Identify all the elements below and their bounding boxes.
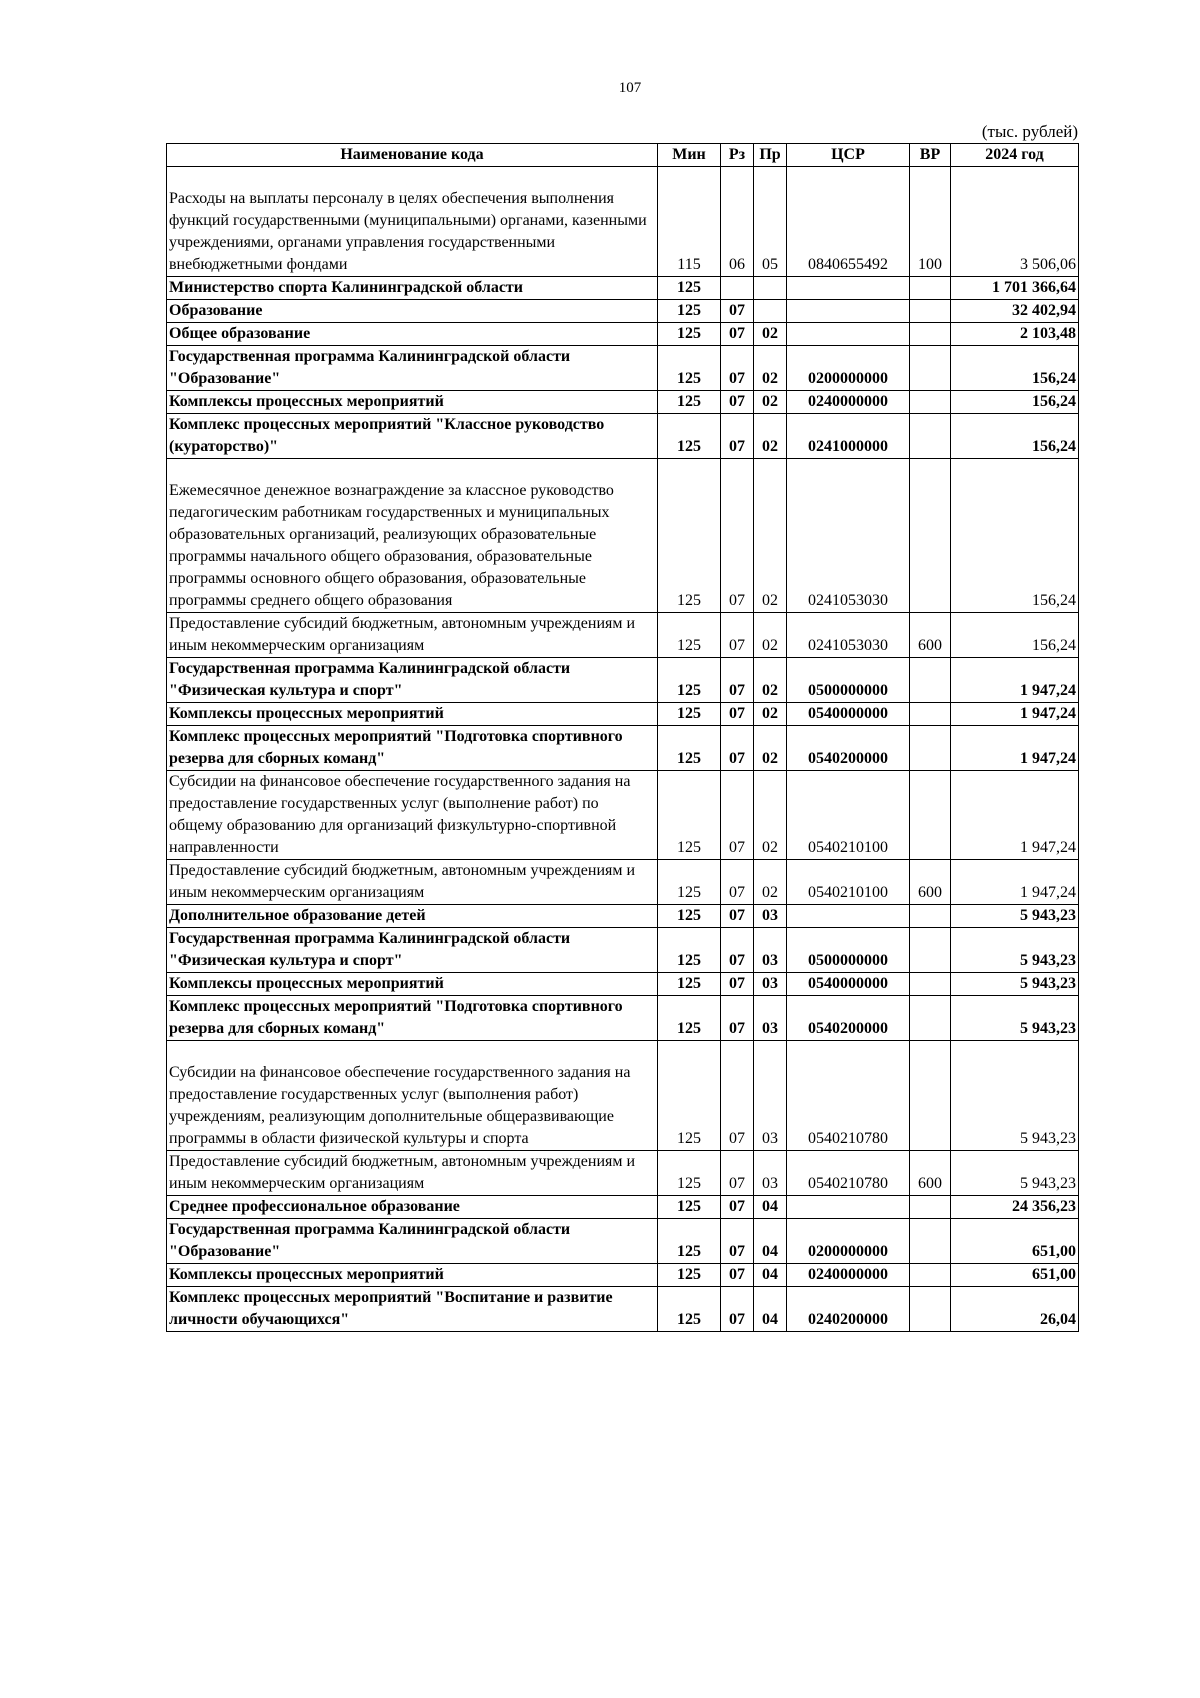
table-row <box>167 167 1079 277</box>
table-row <box>167 391 1079 414</box>
header-amount: 2024 год <box>951 144 1079 167</box>
cell-pr: 02 <box>754 726 787 771</box>
cell-rz: 07 <box>721 973 754 996</box>
cell-rz: 07 <box>721 300 754 323</box>
cell-pr: 03 <box>754 1151 787 1196</box>
cell-csr: 0240000000 <box>787 1264 910 1287</box>
cell-rz: 07 <box>721 323 754 346</box>
cell-amount: 1 947,24 <box>951 860 1079 905</box>
cell-pr: 02 <box>754 459 787 613</box>
cell-pr: 02 <box>754 860 787 905</box>
cell-amount: 156,24 <box>951 346 1079 391</box>
cell-name: Комплекс процессных мероприятий "Подготовка спортивного резерва для сборных команд" <box>167 996 658 1041</box>
cell-csr: 0540000000 <box>787 973 910 996</box>
cell-rz: 07 <box>721 928 754 973</box>
cell-vr <box>910 323 951 346</box>
cell-amount: 1 701 366,64 <box>951 277 1079 300</box>
table-row <box>167 346 1079 391</box>
header-csr: ЦСР <box>787 144 910 167</box>
cell-rz: 07 <box>721 613 754 658</box>
cell-amount: 156,24 <box>951 414 1079 459</box>
cell-name: Среднее профессиональное образование <box>167 1196 658 1219</box>
cell-csr <box>787 323 910 346</box>
cell-amount: 156,24 <box>951 391 1079 414</box>
cell-csr: 0540200000 <box>787 726 910 771</box>
cell-pr: 02 <box>754 391 787 414</box>
cell-name: Комплексы процессных мероприятий <box>167 973 658 996</box>
cell-min: 125 <box>658 1287 721 1332</box>
cell-pr: 03 <box>754 996 787 1041</box>
cell-vr: 100 <box>910 167 951 277</box>
cell-pr: 04 <box>754 1219 787 1264</box>
page-number: 107 <box>618 80 642 96</box>
cell-vr <box>910 1196 951 1219</box>
table-row <box>167 613 1079 658</box>
cell-amount: 3 506,06 <box>951 167 1079 277</box>
cell-vr <box>910 1041 951 1151</box>
cell-rz: 07 <box>721 1041 754 1151</box>
cell-csr: 0200000000 <box>787 1219 910 1264</box>
cell-pr: 03 <box>754 905 787 928</box>
cell-vr <box>910 346 951 391</box>
cell-min: 125 <box>658 300 721 323</box>
cell-vr <box>910 973 951 996</box>
cell-vr <box>910 771 951 860</box>
cell-amount: 26,04 <box>951 1287 1079 1332</box>
cell-rz: 07 <box>721 1287 754 1332</box>
cell-name: Комплексы процессных мероприятий <box>167 391 658 414</box>
cell-amount: 651,00 <box>951 1264 1079 1287</box>
table-row <box>167 973 1079 996</box>
cell-vr <box>910 726 951 771</box>
units-label: (тыс. рублей) <box>981 122 1078 141</box>
cell-amount: 2 103,48 <box>951 323 1079 346</box>
table-row <box>167 323 1079 346</box>
cell-amount: 156,24 <box>951 613 1079 658</box>
cell-min: 115 <box>658 167 721 277</box>
cell-pr <box>754 300 787 323</box>
cell-amount: 32 402,94 <box>951 300 1079 323</box>
table-row <box>167 905 1079 928</box>
cell-vr <box>910 414 951 459</box>
cell-vr <box>910 905 951 928</box>
table-row <box>167 1287 1079 1332</box>
cell-amount: 156,24 <box>951 459 1079 613</box>
cell-csr: 0540210780 <box>787 1041 910 1151</box>
cell-vr <box>910 1264 951 1287</box>
cell-pr <box>754 277 787 300</box>
cell-pr: 04 <box>754 1264 787 1287</box>
header-vr: ВР <box>910 144 951 167</box>
cell-csr <box>787 1196 910 1219</box>
table-body <box>167 167 1079 1332</box>
cell-pr: 02 <box>754 346 787 391</box>
cell-vr <box>910 1219 951 1264</box>
cell-vr <box>910 277 951 300</box>
cell-rz: 07 <box>721 905 754 928</box>
cell-vr <box>910 1287 951 1332</box>
cell-vr <box>910 703 951 726</box>
cell-csr <box>787 277 910 300</box>
cell-name: Комплексы процессных мероприятий <box>167 1264 658 1287</box>
cell-name: Комплексы процессных мероприятий <box>167 703 658 726</box>
cell-amount: 1 947,24 <box>951 771 1079 860</box>
table-row <box>167 414 1079 459</box>
table-row <box>167 459 1079 613</box>
table-row <box>167 703 1079 726</box>
cell-rz: 07 <box>721 1151 754 1196</box>
cell-vr <box>910 928 951 973</box>
cell-csr: 0540210100 <box>787 771 910 860</box>
cell-csr <box>787 300 910 323</box>
cell-min: 125 <box>658 1041 721 1151</box>
cell-name: Образование <box>167 300 658 323</box>
cell-rz: 07 <box>721 996 754 1041</box>
cell-vr: 600 <box>910 1151 951 1196</box>
table-row <box>167 928 1079 973</box>
cell-rz: 07 <box>721 1196 754 1219</box>
cell-pr: 02 <box>754 771 787 860</box>
budget-table <box>166 143 1079 1332</box>
table-row <box>167 1041 1079 1151</box>
cell-rz: 07 <box>721 391 754 414</box>
cell-csr: 0540210780 <box>787 1151 910 1196</box>
cell-amount: 1 947,24 <box>951 703 1079 726</box>
header-rz: Рз <box>721 144 754 167</box>
cell-csr <box>787 905 910 928</box>
cell-vr <box>910 459 951 613</box>
cell-name: Комплекс процессных мероприятий "Подготовка спортивного резерва для сборных команд" <box>167 726 658 771</box>
cell-amount: 24 356,23 <box>951 1196 1079 1219</box>
cell-min: 125 <box>658 346 721 391</box>
cell-min: 125 <box>658 726 721 771</box>
cell-csr: 0540200000 <box>787 996 910 1041</box>
cell-name: Государственная программа Калининградской области "Образование" <box>167 346 658 391</box>
cell-vr: 600 <box>910 613 951 658</box>
cell-rz <box>721 277 754 300</box>
cell-vr: 600 <box>910 860 951 905</box>
cell-pr: 05 <box>754 167 787 277</box>
header-name: Наименование кода <box>167 144 658 167</box>
cell-name: Общее образование <box>167 323 658 346</box>
table-row <box>167 277 1079 300</box>
cell-csr: 0540000000 <box>787 703 910 726</box>
cell-min: 125 <box>658 1219 721 1264</box>
header-row <box>167 144 1079 167</box>
cell-pr: 02 <box>754 613 787 658</box>
cell-min: 125 <box>658 1196 721 1219</box>
cell-vr <box>910 391 951 414</box>
cell-min: 125 <box>658 459 721 613</box>
cell-amount: 5 943,23 <box>951 1041 1079 1151</box>
cell-pr: 03 <box>754 928 787 973</box>
cell-csr: 0241053030 <box>787 613 910 658</box>
cell-rz: 07 <box>721 658 754 703</box>
cell-min: 125 <box>658 1151 721 1196</box>
cell-vr <box>910 300 951 323</box>
cell-pr: 04 <box>754 1287 787 1332</box>
cell-name: Министерство спорта Калининградской области <box>167 277 658 300</box>
cell-min: 125 <box>658 928 721 973</box>
cell-rz: 07 <box>721 703 754 726</box>
cell-pr: 04 <box>754 1196 787 1219</box>
cell-pr: 02 <box>754 414 787 459</box>
table-row <box>167 996 1079 1041</box>
cell-pr: 02 <box>754 703 787 726</box>
header-min: Мин <box>658 144 721 167</box>
cell-csr: 0240200000 <box>787 1287 910 1332</box>
cell-vr <box>910 658 951 703</box>
cell-rz: 07 <box>721 771 754 860</box>
cell-pr: 03 <box>754 973 787 996</box>
cell-name: Государственная программа Калининградской области "Физическая культура и спорт" <box>167 658 658 703</box>
cell-min: 125 <box>658 996 721 1041</box>
table-row <box>167 658 1079 703</box>
cell-name: Расходы на выплаты персоналу в целях обеспечения выполнения функций государственными (муниципальными) органами, казенными учреждениями, органами управления государственными внебюджетными фондами <box>167 167 658 277</box>
cell-min: 125 <box>658 414 721 459</box>
cell-vr <box>910 996 951 1041</box>
cell-min: 125 <box>658 1264 721 1287</box>
table-row <box>167 1264 1079 1287</box>
cell-name: Дополнительное образование детей <box>167 905 658 928</box>
cell-pr: 02 <box>754 323 787 346</box>
cell-rz: 07 <box>721 726 754 771</box>
cell-rz: 07 <box>721 459 754 613</box>
cell-min: 125 <box>658 658 721 703</box>
cell-min: 125 <box>658 905 721 928</box>
cell-csr: 0840655492 <box>787 167 910 277</box>
table-row <box>167 1219 1079 1264</box>
cell-amount: 5 943,23 <box>951 928 1079 973</box>
cell-rz: 07 <box>721 860 754 905</box>
cell-rz: 07 <box>721 346 754 391</box>
cell-name: Государственная программа Калининградской области "Физическая культура и спорт" <box>167 928 658 973</box>
cell-name: Предоставление субсидий бюджетным, автономным учреждениям и иным некоммерческим организациям <box>167 613 658 658</box>
cell-rz: 07 <box>721 1219 754 1264</box>
header-pr: Пр <box>754 144 787 167</box>
cell-amount: 1 947,24 <box>951 658 1079 703</box>
cell-amount: 5 943,23 <box>951 1151 1079 1196</box>
cell-amount: 1 947,24 <box>951 726 1079 771</box>
cell-name: Субсидии на финансовое обеспечение государственного задания на предоставление государственных услуг (выполнение работ) по общему образованию для организаций физкультурно-спортивной направленности <box>167 771 658 860</box>
cell-csr: 0540210100 <box>787 860 910 905</box>
cell-csr: 0500000000 <box>787 928 910 973</box>
cell-amount: 5 943,23 <box>951 905 1079 928</box>
cell-min: 125 <box>658 771 721 860</box>
cell-min: 125 <box>658 973 721 996</box>
cell-min: 125 <box>658 323 721 346</box>
table-row <box>167 300 1079 323</box>
cell-min: 125 <box>658 277 721 300</box>
table-row <box>167 771 1079 860</box>
cell-min: 125 <box>658 391 721 414</box>
cell-name: Комплекс процессных мероприятий "Классное руководство (кураторство)" <box>167 414 658 459</box>
cell-name: Субсидии на финансовое обеспечение государственного задания на предоставление государственных услуг (выполнения работ) учреждениям, реализующим дополнительные общеразвивающие программы в области физической культуры и спорта <box>167 1041 658 1151</box>
cell-min: 125 <box>658 703 721 726</box>
cell-name: Предоставление субсидий бюджетным, автономным учреждениям и иным некоммерческим организациям <box>167 1151 658 1196</box>
cell-rz: 07 <box>721 1264 754 1287</box>
cell-csr: 0500000000 <box>787 658 910 703</box>
cell-rz: 06 <box>721 167 754 277</box>
cell-amount: 5 943,23 <box>951 973 1079 996</box>
cell-name: Комплекс процессных мероприятий "Воспитание и развитие личности обучающихся" <box>167 1287 658 1332</box>
table-row <box>167 726 1079 771</box>
cell-pr: 03 <box>754 1041 787 1151</box>
cell-min: 125 <box>658 860 721 905</box>
cell-min: 125 <box>658 613 721 658</box>
cell-csr: 0241000000 <box>787 414 910 459</box>
table-row <box>167 1151 1079 1196</box>
table-row <box>167 860 1079 905</box>
cell-pr: 02 <box>754 658 787 703</box>
table-row <box>167 1196 1079 1219</box>
cell-name: Предоставление субсидий бюджетным, автономным учреждениям и иным некоммерческим организациям <box>167 860 658 905</box>
cell-name: Ежемесячное денежное вознаграждение за классное руководство педагогическим работникам государственных и муниципальных образовательных организаций, реализующих образовательные программы начального общего образования, образовательные программы основного общего образования, образовательные программы среднего общего образования <box>167 459 658 613</box>
cell-csr: 0241053030 <box>787 459 910 613</box>
cell-rz: 07 <box>721 414 754 459</box>
cell-amount: 5 943,23 <box>951 996 1079 1041</box>
cell-amount: 651,00 <box>951 1219 1079 1264</box>
cell-csr: 0200000000 <box>787 346 910 391</box>
cell-name: Государственная программа Калининградской области "Образование" <box>167 1219 658 1264</box>
cell-csr: 0240000000 <box>787 391 910 414</box>
